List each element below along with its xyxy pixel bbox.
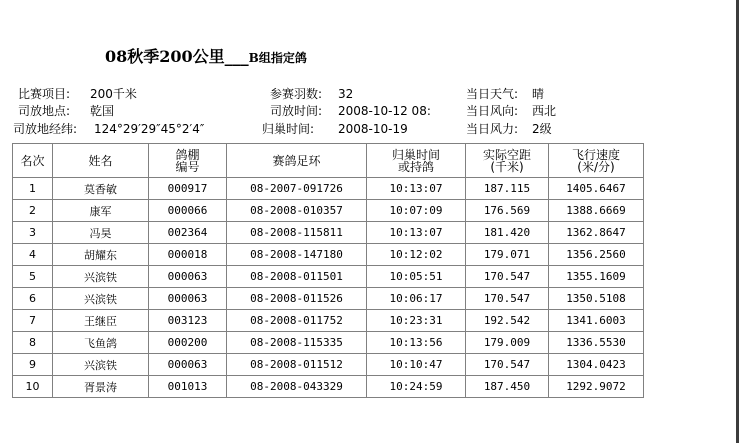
header-ring	[227, 144, 367, 178]
cell-distance: 187.450	[466, 376, 549, 398]
header-speed-line1: 飞行速度	[571, 147, 620, 162]
table-row	[13, 200, 644, 222]
wind-force-value: 2级	[532, 122, 552, 136]
cell-ring: 08-2008-115811	[227, 222, 367, 244]
table-row	[13, 332, 644, 354]
cell-ring: 08-2008-011526	[227, 288, 367, 310]
cell-time: 10:13:56	[367, 332, 466, 354]
cell-ring: 08-2008-043329	[227, 376, 367, 398]
cell-speed: 1388.6669	[549, 200, 644, 222]
cell-speed: 1356.2560	[549, 244, 644, 266]
header-ring-text: 赛鸽足环	[272, 153, 321, 168]
table-header-row	[13, 144, 644, 178]
cell-speed: 1405.6467	[549, 178, 644, 200]
release-place-label: 司放地点:	[18, 104, 71, 118]
header-time	[367, 144, 466, 178]
count-label: 参赛羽数:	[270, 87, 323, 101]
cell-time: 10:23:31	[367, 310, 466, 332]
report-title	[105, 44, 307, 67]
cell-time: 10:06:17	[367, 288, 466, 310]
cell-loft: 003123	[149, 310, 227, 332]
cell-loft: 000063	[149, 266, 227, 288]
report-title-main: 08秋季200公里___	[105, 47, 249, 66]
header-loft	[149, 144, 227, 178]
cell-ring: 08-2007-091726	[227, 178, 367, 200]
header-speed	[549, 144, 644, 178]
weather-value: 晴	[532, 87, 545, 101]
cell-name: 兴滨铁	[53, 354, 149, 376]
report-title-group: B组指定鸽	[248, 51, 307, 65]
cell-rank: 3	[13, 222, 53, 244]
wind-direction-value: 西北	[532, 104, 557, 118]
cell-time: 10:05:51	[367, 266, 466, 288]
cell-name: 王继臣	[53, 310, 149, 332]
table-row	[13, 354, 644, 376]
cell-rank: 8	[13, 332, 53, 354]
cell-speed: 1350.5108	[549, 288, 644, 310]
release-place-value: 乾国	[90, 104, 115, 118]
table-row	[13, 376, 644, 398]
header-distance-line2: (千米)	[490, 159, 524, 174]
cell-distance: 170.547	[466, 266, 549, 288]
cell-ring: 08-2008-010357	[227, 200, 367, 222]
cell-time: 10:10:47	[367, 354, 466, 376]
table-row	[13, 266, 644, 288]
header-time-line1: 归巢时间	[391, 147, 440, 162]
cell-name: 康军	[53, 200, 149, 222]
cell-distance: 179.071	[466, 244, 549, 266]
header-rank-text: 名次	[20, 153, 45, 168]
event-value: 200千米	[90, 87, 137, 101]
header-distance	[466, 144, 549, 178]
cell-speed: 1336.5530	[549, 332, 644, 354]
cell-rank: 6	[13, 288, 53, 310]
cell-distance: 181.420	[466, 222, 549, 244]
release-time-label: 司放时间:	[270, 104, 323, 118]
cell-speed: 1362.8647	[549, 222, 644, 244]
table-row	[13, 310, 644, 332]
cell-rank: 9	[13, 354, 53, 376]
cell-ring: 08-2008-147180	[227, 244, 367, 266]
cell-loft: 000066	[149, 200, 227, 222]
cell-ring: 08-2008-011752	[227, 310, 367, 332]
cell-ring: 08-2008-011512	[227, 354, 367, 376]
cell-speed: 1341.6003	[549, 310, 644, 332]
results-table	[12, 143, 644, 398]
cell-rank: 10	[13, 376, 53, 398]
cell-time: 10:13:07	[367, 222, 466, 244]
wind-force-label: 当日风力:	[466, 122, 519, 136]
cell-distance: 192.542	[466, 310, 549, 332]
cell-ring: 08-2008-011501	[227, 266, 367, 288]
cell-speed: 1292.9072	[549, 376, 644, 398]
header-distance-line1: 实际空距	[482, 147, 531, 162]
cell-distance: 176.569	[466, 200, 549, 222]
cell-name: 胥景涛	[53, 376, 149, 398]
cell-time: 10:07:09	[367, 200, 466, 222]
cell-loft: 000917	[149, 178, 227, 200]
header-loft-line2: 编号	[175, 159, 200, 174]
wind-direction-label: 当日风向:	[466, 104, 519, 118]
header-rank	[13, 144, 53, 178]
table-row	[13, 178, 644, 200]
cell-loft: 000018	[149, 244, 227, 266]
cell-rank: 4	[13, 244, 53, 266]
cell-ring: 08-2008-115335	[227, 332, 367, 354]
cell-name: 兴滨铁	[53, 288, 149, 310]
cell-time: 10:13:07	[367, 178, 466, 200]
cell-time: 10:24:59	[367, 376, 466, 398]
cell-rank: 2	[13, 200, 53, 222]
cell-name: 冯昊	[53, 222, 149, 244]
cell-name: 莫香敏	[53, 178, 149, 200]
header-name	[53, 144, 149, 178]
cell-loft: 000063	[149, 354, 227, 376]
header-loft-line1: 鸽棚	[175, 147, 200, 162]
cell-name: 胡耀东	[53, 244, 149, 266]
cell-distance: 170.547	[466, 288, 549, 310]
cell-distance: 170.547	[466, 354, 549, 376]
coords-label: 司放地经纬:	[13, 122, 78, 136]
cell-distance: 187.115	[466, 178, 549, 200]
cell-name: 飞鱼鸽	[53, 332, 149, 354]
table-row	[13, 244, 644, 266]
cell-speed: 1355.1609	[549, 266, 644, 288]
return-time-value: 2008-10-19	[338, 122, 408, 136]
header-name-text: 姓名	[88, 153, 113, 168]
cell-rank: 5	[13, 266, 53, 288]
header-speed-line2: (米/分)	[577, 159, 615, 174]
cell-name: 兴滨铁	[53, 266, 149, 288]
cell-time: 10:12:02	[367, 244, 466, 266]
event-label: 比赛项目:	[18, 87, 71, 101]
count-value: 32	[338, 87, 354, 101]
cell-loft: 000200	[149, 332, 227, 354]
header-time-line2: 或持鸽	[397, 159, 434, 174]
weather-label: 当日天气:	[466, 87, 519, 101]
cell-rank: 7	[13, 310, 53, 332]
cell-loft: 001013	[149, 376, 227, 398]
return-time-label: 归巢时间:	[262, 122, 315, 136]
cell-distance: 179.009	[466, 332, 549, 354]
cell-speed: 1304.0423	[549, 354, 644, 376]
coords-value: 124°29′29″45°2′4″	[94, 122, 205, 136]
table-row	[13, 222, 644, 244]
cell-rank: 1	[13, 178, 53, 200]
cell-loft: 002364	[149, 222, 227, 244]
release-time-value: 2008-10-12 08:	[338, 104, 431, 118]
cell-loft: 000063	[149, 288, 227, 310]
table-row	[13, 288, 644, 310]
